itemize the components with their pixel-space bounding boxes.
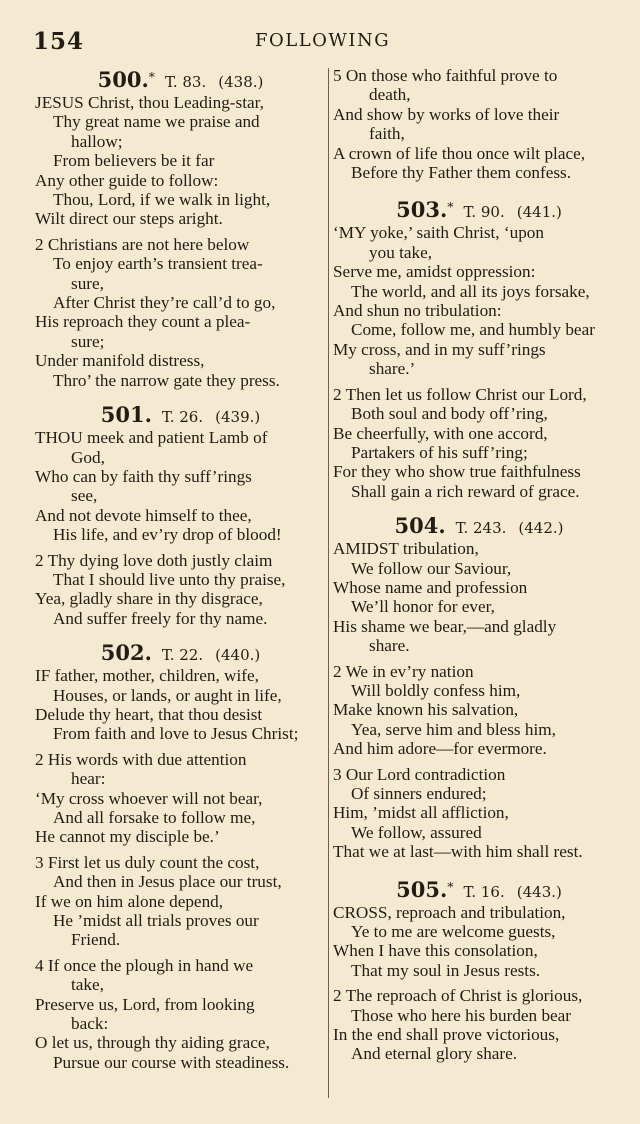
hymn-gap xyxy=(35,634,326,642)
hymn-index: (438.) xyxy=(218,73,264,91)
verse-line: Friend. xyxy=(71,930,121,950)
hymn-tune: T. 90. xyxy=(463,203,505,222)
verse-line: 2 We in ev’ry nation xyxy=(333,661,474,681)
verse-line: hear: xyxy=(71,769,106,789)
hymn-heading xyxy=(35,404,326,428)
hymn xyxy=(35,66,326,404)
verse-line: Pursue our course with steadiness. xyxy=(53,1052,290,1072)
verse-line: 3 Our Lord contradiction xyxy=(333,764,506,784)
verse-line: 3 First let us duly count the cost, xyxy=(35,852,260,872)
running-title: FOLLOWING xyxy=(255,30,391,51)
verse-line: Whose name and profession xyxy=(333,577,528,597)
verse-line: Delude thy heart, that thou desist xyxy=(35,704,263,724)
right-column xyxy=(333,66,625,1078)
verse-line: take, xyxy=(71,975,104,995)
verse-line: And shun no tribulation: xyxy=(333,301,502,321)
hymn-index: (440.) xyxy=(215,646,261,665)
verse-line: sure; xyxy=(71,331,105,351)
verse-line: After Christ they’re call’d to go, xyxy=(53,293,276,313)
verse-line: And show by works of love their xyxy=(333,104,560,124)
hymn-gap xyxy=(333,868,625,876)
verse-line: And him adore—for evermore. xyxy=(333,739,547,759)
verse-line: 2 Christians are not here below xyxy=(35,234,250,254)
verse-line: Any other guide to follow: xyxy=(35,170,219,190)
verse-line: share.’ xyxy=(369,359,416,379)
hymn-tune: T. 243. xyxy=(455,519,507,538)
hymn-star: * xyxy=(447,878,454,894)
hymn-tune: T. 22. xyxy=(161,646,204,665)
verse xyxy=(333,385,625,501)
verse-line: In the end shall prove victorious, xyxy=(333,1025,560,1045)
hymn-star: * xyxy=(447,199,454,215)
verse-line: A crown of life thou once wilt place, xyxy=(333,143,586,163)
verse-line: back: xyxy=(71,1014,109,1034)
verse-line: From faith and love to Jesus Christ; xyxy=(53,724,299,744)
verse-line: Thy great name we praise and xyxy=(53,112,260,132)
verse-line: 2 Thy dying love doth justly claim xyxy=(35,550,273,570)
verse-line: ‘MY yoke,’ saith Christ, ‘upon xyxy=(333,223,544,243)
hymn xyxy=(35,404,326,642)
verse-line: Wilt direct our steps aright. xyxy=(35,209,223,229)
verse-line: Ye to me are welcome guests, xyxy=(351,922,556,942)
verse-line: If we on him alone depend, xyxy=(35,891,224,911)
verse-line: Under manifold distress, xyxy=(35,351,205,371)
verse xyxy=(333,662,625,759)
verse-line: Who can by faith thy suff’rings xyxy=(35,466,252,486)
verse-line: hallow; xyxy=(71,131,123,151)
verse-line: Before thy Father them confess. xyxy=(351,163,572,183)
verse-line: And then in Jesus place our trust, xyxy=(53,872,282,892)
verse xyxy=(35,666,326,744)
hymn-heading xyxy=(333,196,625,223)
verse-line: O let us, through thy aiding grace, xyxy=(35,1033,270,1053)
verse-line: 2 Then let us follow Christ our Lord, xyxy=(333,384,587,404)
verse-line: 2 The reproach of Christ is glorious, xyxy=(333,986,583,1006)
verse-line: My cross, and in my suff’rings xyxy=(333,339,546,359)
verse xyxy=(333,765,625,862)
hymn-index: (441.) xyxy=(516,203,562,222)
hymn-tune: T. 26. xyxy=(161,408,204,427)
page-number: 154 xyxy=(33,28,85,55)
verse-line: God, xyxy=(71,447,105,467)
hymn-number: 502. xyxy=(100,640,152,666)
hymn-index: (439.) xyxy=(215,408,261,427)
verse-line: THOU meek and patient Lamb of xyxy=(35,428,268,448)
verse-line: Houses, or lands, or aught in life, xyxy=(53,685,282,705)
verse-line: That my soul in Jesus rests. xyxy=(351,960,541,980)
verse-line: And not devote himself to thee, xyxy=(35,505,252,525)
hymn-number: 505. xyxy=(396,876,448,902)
hymn-tune: T. 16. xyxy=(463,882,505,901)
verse-line: That we at last—with him shall rest. xyxy=(333,842,583,862)
verse-line: Thou, Lord, if we walk in light, xyxy=(53,190,271,210)
verse-line: Shall gain a rich reward of grace. xyxy=(351,481,580,501)
verse-line: death, xyxy=(369,85,411,105)
verse-line: share. xyxy=(369,636,410,656)
verse xyxy=(333,223,625,378)
verse-line: Of sinners endured; xyxy=(351,784,487,803)
column-divider xyxy=(328,68,329,1098)
verse-line: JESUS Christ, thou Leading-star, xyxy=(35,93,264,112)
verse-line: Those who here his burden bear xyxy=(351,1005,572,1025)
verse-line: 4 If once the plough in hand we xyxy=(35,955,254,975)
hymn xyxy=(333,876,625,1078)
verse-line: Yea, gladly share in thy disgrace, xyxy=(35,589,263,609)
verse-line: For they who show true faithfulness xyxy=(333,462,581,482)
verse xyxy=(333,66,625,182)
verse-line: sure, xyxy=(71,273,104,293)
hymn-gap xyxy=(35,1078,326,1086)
hymn-star: * xyxy=(148,69,156,84)
verse xyxy=(35,750,326,847)
verse-line: The world, and all its joys forsake, xyxy=(351,281,590,301)
hymn-number: 504. xyxy=(394,513,446,539)
verse xyxy=(35,428,326,544)
hymn-heading xyxy=(35,642,326,666)
verse-line: And all forsake to follow me, xyxy=(53,808,256,827)
verse-line: 5 On those who faithful prove to xyxy=(333,66,558,85)
verse-line: To enjoy earth’s transient trea- xyxy=(53,254,263,274)
verse-line: Preserve us, Lord, from looking xyxy=(35,994,255,1014)
hymn-number: 501. xyxy=(100,402,152,428)
hymn xyxy=(333,515,625,876)
verse-line: faith, xyxy=(369,124,405,144)
hymn xyxy=(35,642,326,1086)
left-column xyxy=(35,66,326,1086)
hymn-index: (443.) xyxy=(516,882,562,901)
verse-line: you take, xyxy=(369,242,433,262)
verse-line: We’ll honor for ever, xyxy=(351,597,495,617)
hymn-number: 503. xyxy=(396,197,448,223)
verse-line: Yea, serve him and bless him, xyxy=(351,719,556,739)
verse-line: CROSS, reproach and tribulation, xyxy=(333,902,566,922)
hymn-gap xyxy=(333,507,625,515)
hymn-index: (442.) xyxy=(518,519,564,538)
verse-line: We follow our Saviour, xyxy=(351,558,512,578)
verse-line: see, xyxy=(71,486,98,506)
verse xyxy=(35,551,326,629)
verse-line: That I should live unto thy praise, xyxy=(53,569,286,589)
verse-line: Come, follow me, and humbly bear xyxy=(351,320,595,340)
hymn-tune: T. 83. xyxy=(165,73,207,91)
hymn-heading xyxy=(333,876,625,903)
verse-line: He cannot my disciple be.’ xyxy=(35,827,220,847)
verse-line: His reproach they count a plea- xyxy=(35,312,251,332)
verse xyxy=(35,93,326,229)
verse-line: Serve me, amidst oppression: xyxy=(333,262,536,282)
hymn-heading xyxy=(333,515,625,539)
hymn xyxy=(333,66,625,196)
verse-line: We follow, assured xyxy=(351,822,482,842)
verse-line: Make known his salvation, xyxy=(333,700,519,720)
verse-line: Him, ’midst all affliction, xyxy=(333,803,509,823)
verse-line: Thro’ the narrow gate they press. xyxy=(53,370,280,390)
verse-line: When I have this consolation, xyxy=(333,941,538,961)
verse-line: He ’midst all trials proves our xyxy=(53,911,259,931)
hymn-gap xyxy=(35,396,326,404)
verse-line: Be cheerfully, with one accord, xyxy=(333,423,548,443)
verse xyxy=(35,956,326,1072)
hymn-gap xyxy=(333,188,625,196)
verse-line: His life, and ev’ry drop of blood! xyxy=(53,525,282,545)
verse xyxy=(333,539,625,655)
verse xyxy=(333,986,625,1064)
verse-line: From believers be it far xyxy=(53,151,215,171)
verse-line: ‘My cross whoever will not bear, xyxy=(35,788,263,808)
verse xyxy=(35,853,326,950)
verse-line: 2 His words with due attention xyxy=(35,749,247,769)
verse xyxy=(35,235,326,390)
hymn-heading xyxy=(35,66,326,93)
verse-line: His shame we bear,—and gladly xyxy=(333,616,557,636)
verse-line: And suffer freely for thy name. xyxy=(53,608,268,628)
page-header xyxy=(0,26,640,56)
verse-line: Both soul and body off’ring, xyxy=(351,404,548,424)
verse-line: AMIDST tribulation, xyxy=(333,539,479,559)
hymn xyxy=(333,196,625,515)
verse-line: And eternal glory share. xyxy=(351,1044,518,1064)
verse-line: Partakers of his suff’ring; xyxy=(351,442,528,462)
verse-line: IF father, mother, children, wife, xyxy=(35,666,259,686)
hymn-number: 500. xyxy=(97,67,149,92)
verse-line: Will boldly confess him, xyxy=(351,680,521,700)
verse xyxy=(333,903,625,981)
hymn-gap xyxy=(333,1070,625,1078)
